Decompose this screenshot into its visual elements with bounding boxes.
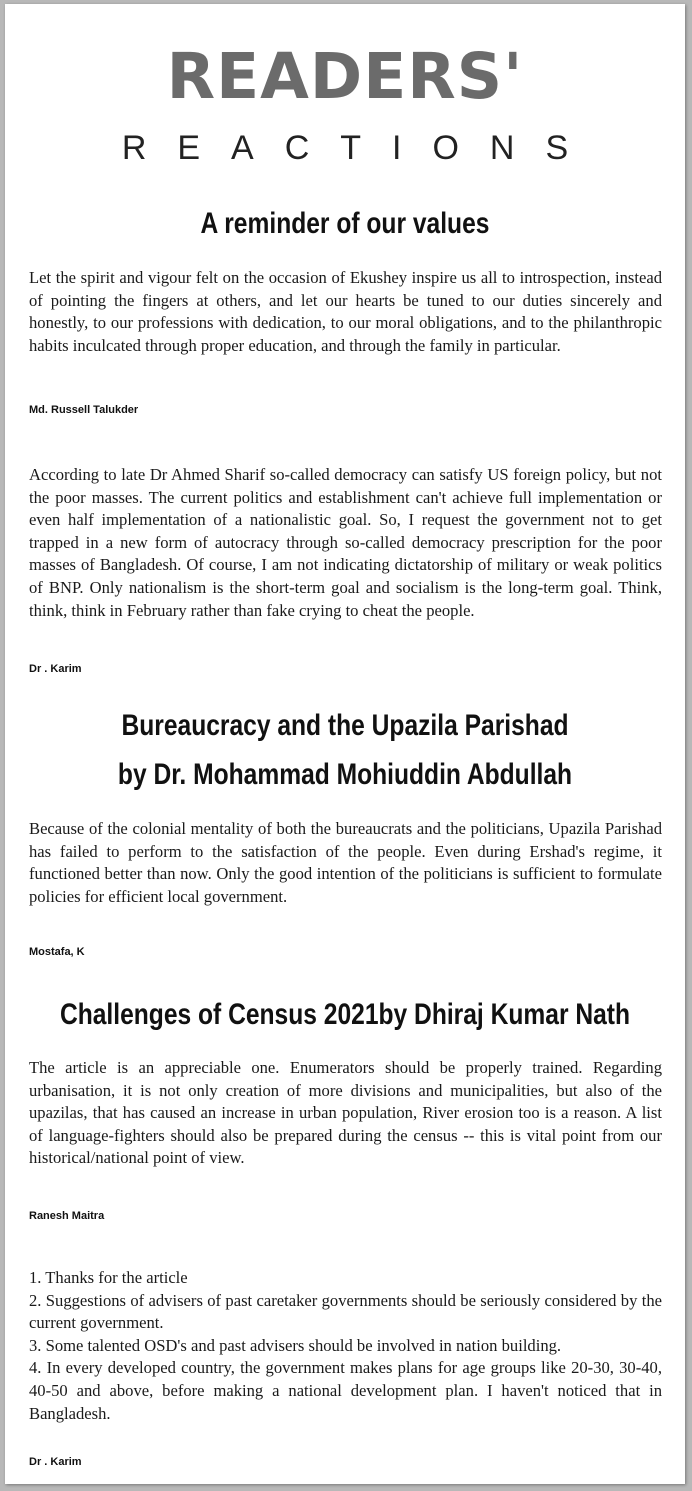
letter-paragraph: Because of the colonial mentality of both the bureaucrats and the politicians, Upazila Parishad has failed to perform to the satisfaction of the people. Even during Ershad's regime, it functioned better than now. Only the good intention of the politicians is sufficient to formulate policies for efficient local government. <box>29 819 662 906</box>
letter-paragraph: According to late Dr Ahmed Sharif so-called democracy can satisfy US foreign policy, but not the poor masses. The current politics and establishment can't achieve full implementation or even half implementation of a nationalistic goal. So, I request the government not to get trapped in a new form of autocracy through so-called democracy prescription for the poor masses of Bangladesh. Of course, I am not indicating dictatorship of military or weak politics of BNP. Only nationalism is the short-term goal and socialism is the long-term goal. Think, think, think in February rather than fake crying to cheat the people. <box>29 465 662 620</box>
headline-census: Challenges of Census 2021by Dhiraj Kumar Nath <box>59 998 631 1031</box>
author-signature: Dr . Karim <box>29 663 82 675</box>
letter-democracy-body <box>29 464 662 622</box>
list-item: 3. Some talented OSD's and past advisers should be involved in nation building. <box>29 1335 562 1355</box>
letter-bureaucracy-body <box>29 818 662 908</box>
letter-census-body <box>29 1057 662 1170</box>
list-item: 4. In every developed country, the government makes plans for age groups like 20-30, 30-40, 40-50 and above, before making a national development plan. I haven't noticed that in Bangladesh. <box>29 1358 662 1423</box>
newspaper-page <box>5 4 685 1484</box>
headline-bureaucracy-line2: by Dr. Mohammad Mohiuddin Abdullah <box>117 758 573 791</box>
author-signature: Md. Russell Talukder <box>29 404 139 416</box>
author-signature: Dr . Karim <box>29 1456 82 1468</box>
list-item: 2. Suggestions of advisers of past caretaker governments should be seriously considered by the current government. <box>29 1290 662 1333</box>
author-signature: Ranesh Maitra <box>29 1210 105 1222</box>
letter-values-body <box>29 267 662 357</box>
masthead-subtitle: REACTIONS <box>121 129 600 167</box>
headline-values: A reminder of our values <box>200 207 490 240</box>
letter-paragraph: Let the spirit and vigour felt on the occasion of Ekushey inspire us all to introspection, instead of pointing the fingers at others, and let our hearts be tuned to our duties sincerely and honestly, to our professions with dedication, to our moral obligations, and to the philanthropic habits inculcated through proper education, and through the family in particular. <box>29 268 662 355</box>
list-item: 1. Thanks for the article <box>29 1268 188 1287</box>
headline-bureaucracy-line1: Bureaucracy and the Upazila Parishad <box>121 709 569 742</box>
masthead-title: READERS' <box>166 40 524 113</box>
letter-paragraph: The article is an appreciable one. Enumerators should be properly trained. Regarding urbanisation, it is not only creation of more divisions and municipalities, but also of the upazilas, that has caused an increase in urban population, River erosion too is a reason. A list of language-fighters should also be prepared during the census -- this is vital point from our historical/national point of view. <box>29 1058 662 1168</box>
letter-list-body <box>29 1267 662 1425</box>
author-signature: Mostafa, K <box>29 946 85 958</box>
